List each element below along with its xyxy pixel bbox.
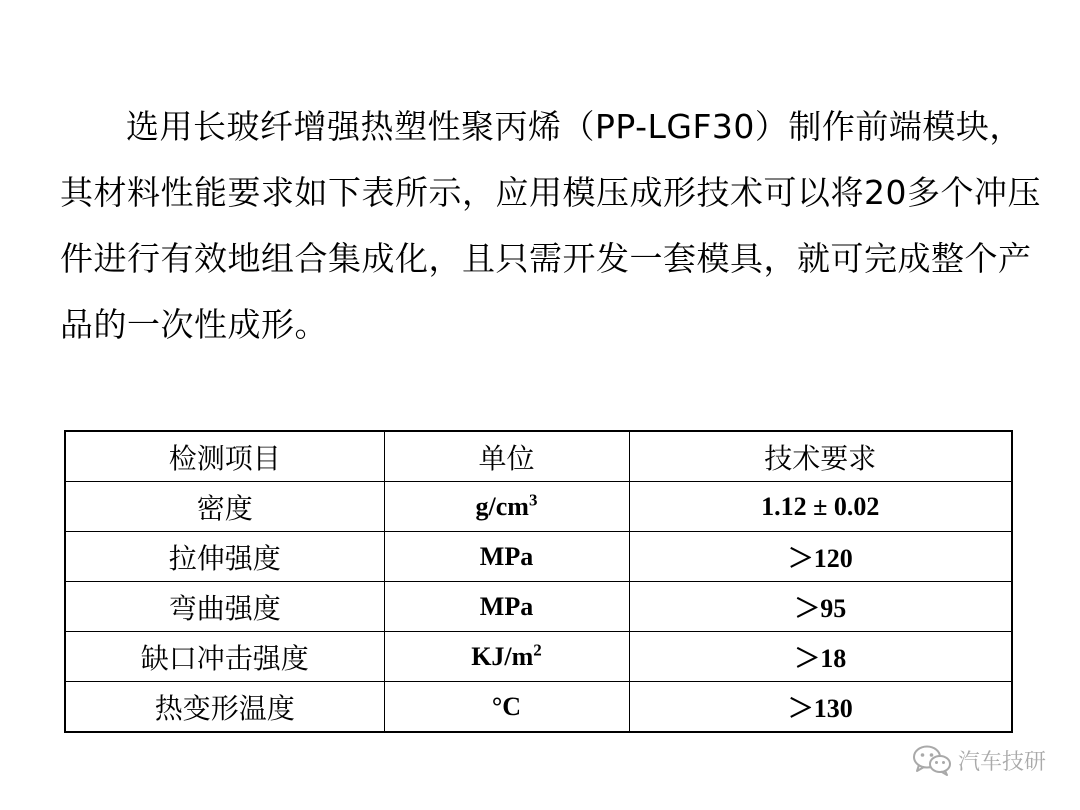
row-unit [384,582,629,632]
row-unit [384,532,629,582]
row-item: 弯曲强度 [65,582,384,632]
row-unit [384,482,629,532]
watermark [912,744,1046,776]
row-requirement: ＞18 [629,632,1012,682]
table-header-row [65,431,1012,482]
row-item: 密度 [65,482,384,532]
body-paragraph: 选用长玻纤增强热塑性聚丙烯（PP-LGF30）制作前端模块，其材料性能要求如下表所示，应用模压成形技术可以将20多个冲压件进行有效地组合集成化，且只需开发一套模具，就可完成整个产品的一次性成形。 [60,107,1041,344]
table-row [65,532,1012,582]
unit-text: KJ/m [471,641,534,671]
table-row [65,482,1012,532]
row-requirement: 1.12 ± 0.02 [629,482,1012,532]
table-row [65,682,1012,733]
row-requirement: ＞95 [629,582,1012,632]
unit-superscript: 3 [528,489,538,509]
row-item: 拉伸强度 [65,532,384,582]
wechat-icon [912,744,952,776]
header-unit: 单位 [384,431,629,482]
row-unit [384,682,629,733]
row-item: 热变形温度 [65,682,384,733]
table-row [65,632,1012,682]
unit-text: g/cm [475,491,529,521]
watermark-text: 汽车技研 [957,749,1046,775]
row-item: 缺口冲击强度 [65,632,384,682]
row-unit [384,632,629,682]
unit-superscript: 2 [533,639,542,659]
unit-text: °C [491,691,522,721]
unit-text: MPa [479,591,534,621]
header-item: 检测项目 [65,431,384,482]
row-requirement: ＞130 [629,682,1012,733]
material-spec-table [64,430,1013,733]
unit-text: MPa [479,541,534,571]
table-row [65,582,1012,632]
header-requirement: 技术要求 [629,431,1012,482]
row-requirement: ＞120 [629,532,1012,582]
